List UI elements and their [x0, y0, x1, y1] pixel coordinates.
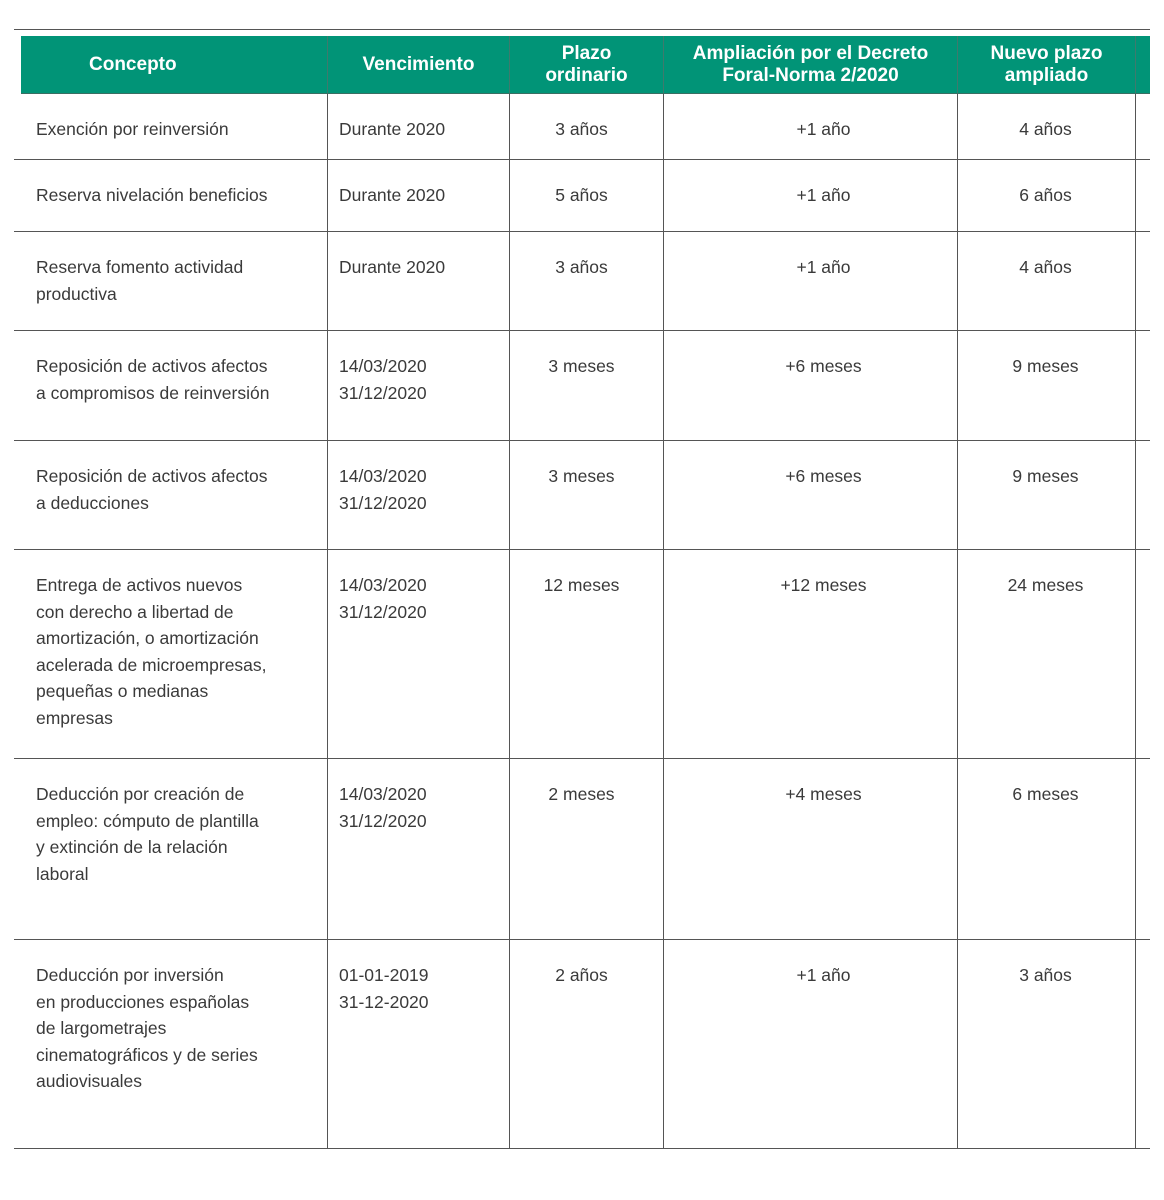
- cell-plazo-ordinario: 3 meses: [510, 441, 664, 549]
- cell-nuevo-plazo: 6 años: [958, 160, 1136, 231]
- table-row: [14, 550, 1150, 759]
- cell-spacer: [1136, 759, 1150, 939]
- cell-ampliacion: +1 año: [664, 94, 958, 159]
- table-row: [14, 940, 1150, 1149]
- table-body: [14, 94, 1150, 1149]
- cell-concepto: Entrega de activos nuevos con derecho a libertad de amortización, o amortización acelerada de microempresas, pequeñas o medianas empresas: [14, 550, 328, 758]
- header-concepto: Concepto: [21, 36, 328, 93]
- cell-vencimiento: Durante 2020: [328, 94, 510, 159]
- header-ampliacion: Ampliación por el Decreto Foral-Norma 2/2020: [664, 36, 958, 93]
- cell-concepto: Deducción por creación de empleo: cómputo de plantilla y extinción de la relación laboral: [14, 759, 328, 939]
- cell-concepto: Reserva fomento actividad productiva: [14, 232, 328, 330]
- cell-concepto: Reposición de activos afectos a compromisos de reinversión: [14, 331, 328, 440]
- cell-concepto: Deducción por inversión en producciones españolas de largometrajes cinematográficos y de series audiovisuales: [14, 940, 328, 1148]
- header-plazo-ordinario: Plazo ordinario: [510, 36, 664, 93]
- cell-vencimiento: 01-01-2019 31-12-2020: [328, 940, 510, 1148]
- cell-ampliacion: +1 año: [664, 160, 958, 231]
- cell-ampliacion: +6 meses: [664, 441, 958, 549]
- cell-nuevo-plazo: 4 años: [958, 232, 1136, 330]
- cell-ampliacion: +1 año: [664, 940, 958, 1148]
- cell-ampliacion: +1 año: [664, 232, 958, 330]
- top-rule: [14, 29, 1150, 30]
- cell-plazo-ordinario: 2 años: [510, 940, 664, 1148]
- table-row: [14, 759, 1150, 940]
- cell-plazo-ordinario: 2 meses: [510, 759, 664, 939]
- header-vencimiento: Vencimiento: [328, 36, 510, 93]
- cell-ampliacion: +4 meses: [664, 759, 958, 939]
- cell-plazo-ordinario: 3 meses: [510, 331, 664, 440]
- cell-nuevo-plazo: 6 meses: [958, 759, 1136, 939]
- cell-plazo-ordinario: 5 años: [510, 160, 664, 231]
- table-header: [21, 36, 1150, 94]
- cell-plazo-ordinario: 12 meses: [510, 550, 664, 758]
- cell-concepto: Reserva nivelación beneficios: [14, 160, 328, 231]
- cell-plazo-ordinario: 3 años: [510, 94, 664, 159]
- cell-spacer: [1136, 232, 1150, 330]
- cell-plazo-ordinario: 3 años: [510, 232, 664, 330]
- cell-spacer: [1136, 160, 1150, 231]
- header-nuevo-plazo: Nuevo plazo ampliado: [958, 36, 1136, 93]
- table-row: [14, 94, 1150, 160]
- header-spacer: [1136, 36, 1150, 93]
- cell-vencimiento: 14/03/2020 31/12/2020: [328, 441, 510, 549]
- cell-ampliacion: +12 meses: [664, 550, 958, 758]
- cell-vencimiento: Durante 2020: [328, 232, 510, 330]
- cell-vencimiento: 14/03/2020 31/12/2020: [328, 331, 510, 440]
- cell-nuevo-plazo: 24 meses: [958, 550, 1136, 758]
- cell-concepto: Exención por reinversión: [14, 94, 328, 159]
- cell-spacer: [1136, 550, 1150, 758]
- cell-vencimiento: Durante 2020: [328, 160, 510, 231]
- cell-nuevo-plazo: 9 meses: [958, 441, 1136, 549]
- table-row: [14, 232, 1150, 331]
- cell-spacer: [1136, 94, 1150, 159]
- table-row: [14, 441, 1150, 550]
- cell-vencimiento: 14/03/2020 31/12/2020: [328, 550, 510, 758]
- table-row: [14, 160, 1150, 232]
- cell-nuevo-plazo: 3 años: [958, 940, 1136, 1148]
- cell-spacer: [1136, 331, 1150, 440]
- cell-spacer: [1136, 441, 1150, 549]
- cell-nuevo-plazo: 4 años: [958, 94, 1136, 159]
- cell-vencimiento: 14/03/2020 31/12/2020: [328, 759, 510, 939]
- cell-nuevo-plazo: 9 meses: [958, 331, 1136, 440]
- deadline-table: [14, 36, 1150, 1149]
- cell-spacer: [1136, 940, 1150, 1148]
- cell-concepto: Reposición de activos afectos a deducciones: [14, 441, 328, 549]
- cell-ampliacion: +6 meses: [664, 331, 958, 440]
- table-row: [14, 331, 1150, 441]
